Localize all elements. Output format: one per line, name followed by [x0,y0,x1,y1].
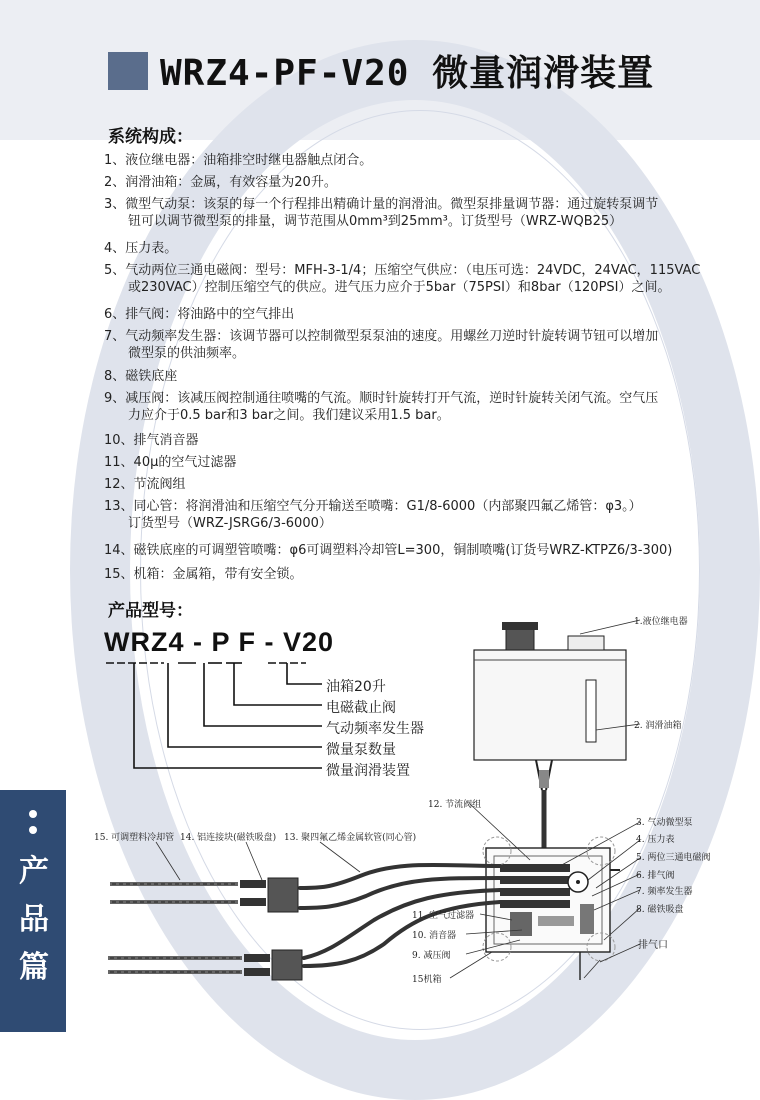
callout-solenoid-valve: 5. 两位三通电磁阀 [636,853,711,863]
list-item: 13、同心管：将润滑油和压缩空气分开输送至喷嘴：G1/8-6000（内部聚四氟乙烯管：φ3。） 订货型号（WRZ-JSRG6/3-6000） [104,499,642,531]
callout-cabinet: 15机箱 [412,975,442,985]
legend-label: 电磁截止阀 [326,700,396,716]
list-item: 3、微型气动泵：该泵的每一个行程排出精确计量的润滑油。微型泵排量调节器：通过旋转泵调节 钮可以调节微型泵的排量，调节范围从0mm³到25mm³。订货型号（WRZ-WQB25） [104,197,659,229]
list-item: 7、气动频率发生器：该调节器可以控制微型泵泵油的速度。用螺丝刀逆时针旋转调节钮可以增加 微型泵的供油频率。 [104,329,659,361]
list-item: 6、排气阀：将油路中的空气排出 [104,307,295,322]
callout-concentric-hose: 13. 聚四氟乙烯金属软管(同心管) [284,833,417,843]
list-item: 12、节流阀组 [104,477,186,492]
list-item: 14、磁铁底座的可调塑管喷嘴：φ6可调塑料冷却管L=300，铜制喷嘴(订货号WRZ-KTPZ6/3-300) [104,543,673,558]
callout-pressure-gauge: 4. 压力表 [636,835,675,845]
list-item: 8、磁铁底座 [104,369,178,384]
list-item: 10、排气消音器 [104,433,199,448]
tab-char: 产 [19,854,49,889]
tab-char: 品 [19,902,49,937]
list-item: 2、润滑油箱：金属，有效容量为20升。 [104,175,337,190]
system-heading: 系统构成： [108,127,193,147]
model-code: WRZ4 - P F - V20 [104,627,335,657]
nozzle-assembly-top [110,878,298,912]
callout-pump: 3. 气动微型泵 [636,818,693,828]
callout-frequency-generator: 7. 频率发生器 [636,887,693,897]
callout-cooling-tube: 15. 可调塑料冷却管 [94,833,175,843]
callout-throttle-valve: 12. 节流阀组 [428,800,482,810]
callout-magnet-base: 8. 磁铁吸盘 [636,905,684,915]
list-item: 1、液位继电器：油箱排空时继电器触点闭合。 [104,153,373,168]
list-item: 4、压力表。 [104,241,178,256]
list-item: 9、减压阀：该减压阀控制通往喷嘴的气流。顺时针旋转打开气流，逆时针旋转关闭气流。空气压 力应介于0.5 bar和3 bar之间。我们建议采用1.5 bar。 [104,391,659,423]
model-heading: 产品型号： [108,601,193,621]
list-item: 15、机箱：金属箱，带有安全锁。 [104,567,303,582]
tab-char: 篇 [19,950,49,985]
legend-label: 气动频率发生器 [326,721,424,737]
callout-oil-tank: 2. 润滑油箱 [634,721,682,731]
page-title: WRZ4-PF-V20 微量润滑装置 [160,53,655,94]
legend-label: 微量泵数量 [326,742,396,758]
nozzle-assembly-bottom [108,950,302,980]
callout-exhaust-valve: 6. 排气阀 [636,871,675,881]
callout-muffler: 10. 消音器 [412,931,457,941]
tank [474,622,626,848]
list-item: 5、气动两位三通电磁阀：型号：MFH-3-1/4；压缩空气供应：（电压可选：24VDC，24VAC，115VAC 或230VAC）控制压缩空气的供应。进气压力应介于5bar（75PSI）和8bar（120PSI）之间。 [104,263,701,295]
list-item: 11、40μ的空气过滤器 [104,455,237,470]
legend-label: 微量润滑装置 [326,763,410,779]
callout-air-filter: 11. 空气过滤器 [412,911,475,921]
callout-level-relay: 1.液位继电器 [634,617,688,627]
callout-connector-block: 14. 铝连接块(磁铁吸盘) [180,833,277,843]
callout-pressure-reducer: 9. 减压阀 [412,951,451,961]
legend-label: 油箱20升 [326,679,386,695]
callout-exhaust-port: 排气口 [638,940,668,951]
model-leader-lines [106,663,322,768]
